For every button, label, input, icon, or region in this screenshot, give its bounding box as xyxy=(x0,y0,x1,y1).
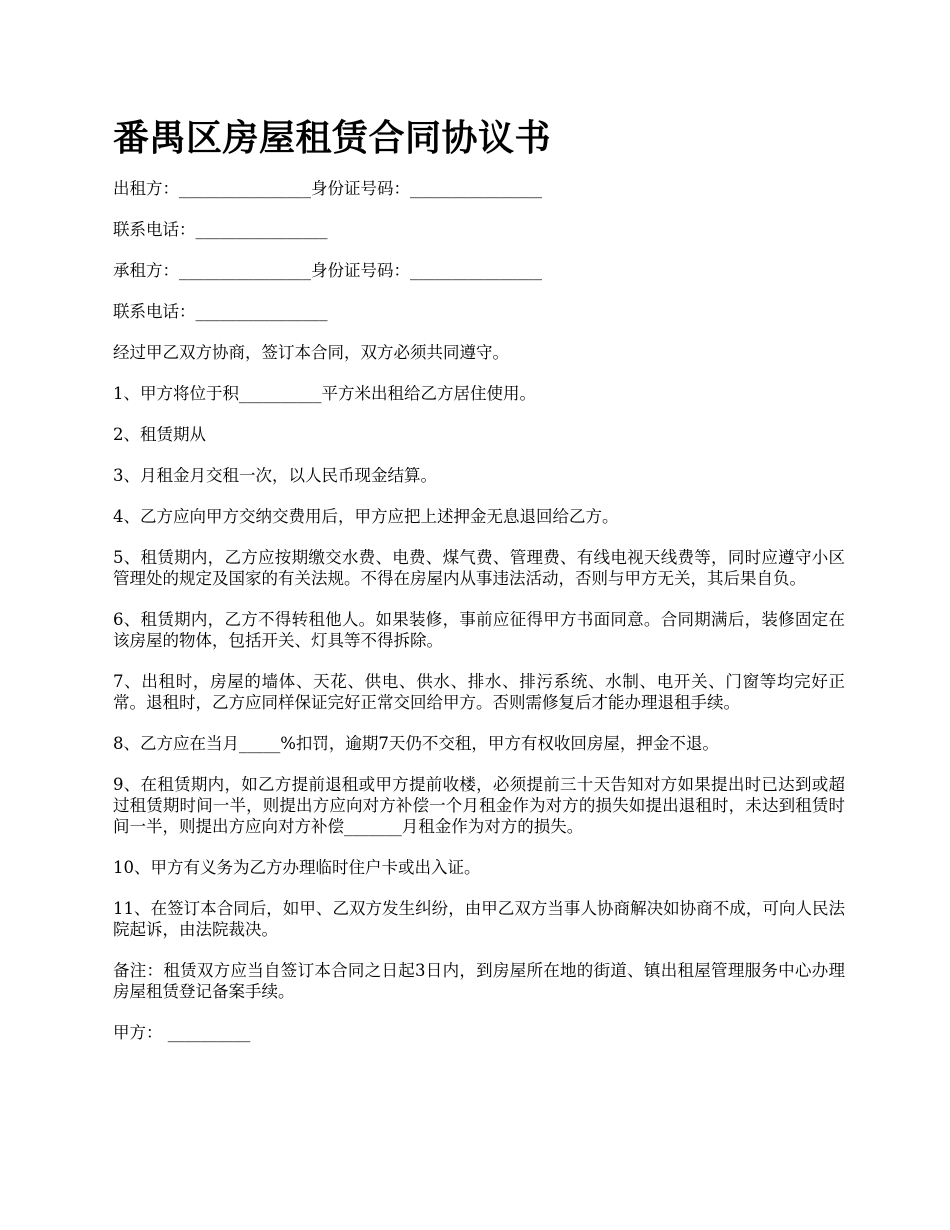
clause-6: 6、租赁期内，乙方不得转租他人。如果装修，事前应征得甲方书面同意。合同期满后，装修固定在该房屋的物体，包括开关、灯具等不得拆除。 xyxy=(113,610,845,650)
remarks-paragraph: 备注：租赁双方应当自签订本合同之日起3日内，到房屋所在地的街道、镇出租屋管理服务中心办理房屋租赁登记备案手续。 xyxy=(113,961,845,1001)
clause-1: 1、甲方将位于积__________平方米出租给乙方居住使用。 xyxy=(113,384,536,403)
lessee-phone-line: 联系电话：________________ xyxy=(113,302,328,321)
document-body xyxy=(113,178,845,1063)
intro-paragraph: 经过甲乙双方协商，签订本合同，双方必须共同遵守。 xyxy=(113,343,509,362)
clause-9: 9、在租赁期内，如乙方提前退租或甲方提前收楼，必须提前三十天告知对方如果提出时已达到或超过租赁期时间一半，则提出方应向对方补偿一个月租金作为对方的损失如提出退租时，未达到租赁时间一半，则提出方应向对方补偿_______月租金作为对方的损失。 xyxy=(113,775,845,836)
party-a-signature-line: 甲方： __________ xyxy=(113,1023,251,1042)
clause-2: 2、租赁期从 xyxy=(113,425,206,444)
clause-10: 10、甲方有义务为乙方办理临时住户卡或出入证。 xyxy=(113,858,481,877)
clause-11: 11、在签订本合同后，如甲、乙双方发生纠纷，由甲乙双方当事人协商解决如协商不成，可向人民法院起诉，由法院裁决。 xyxy=(113,899,845,939)
lessee-line: 承租方：________________身份证号码：________________ xyxy=(113,261,542,280)
document-title: 番禺区房屋租赁合同协议书 xyxy=(113,117,552,159)
clause-3: 3、月租金月交租一次，以人民币现金结算。 xyxy=(113,466,437,485)
lessor-line: 出租方：________________身份证号码：________________ xyxy=(113,179,542,198)
clause-8: 8、乙方应在当月_____%扣罚，逾期7天仍不交租，甲方有权收回房屋，押金不退。 xyxy=(113,734,719,753)
clause-5: 5、租赁期内，乙方应按期缴交水费、电费、煤气费、管理费、有线电视天线费等，同时应遵守小区管理处的规定及国家的有关法规。不得在房屋内从事违法活动，否则与甲方无关，其后果自负。 xyxy=(113,548,845,588)
lessor-phone-line: 联系电话：________________ xyxy=(113,220,328,239)
clause-7: 7、出租时，房屋的墙体、天花、供电、供水、排水、排污系统、水制、电开关、门窗等均完好正常。退租时，乙方应同样保证完好正常交回给甲方。否则需修复后才能办理退租手续。 xyxy=(113,672,845,712)
clause-4: 4、乙方应向甲方交纳交费用后，甲方应把上述押金无息退回给乙方。 xyxy=(113,507,619,526)
